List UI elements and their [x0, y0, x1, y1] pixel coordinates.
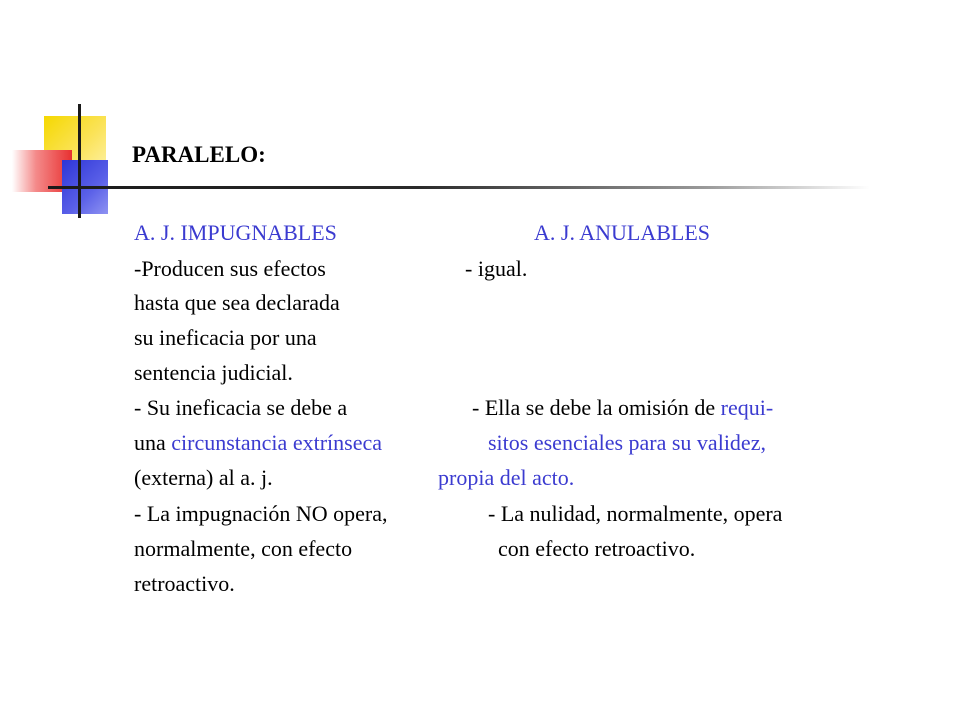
- left-line-6-highlight: circunstancia extrínseca: [171, 430, 382, 455]
- left-line-6: [134, 430, 382, 456]
- right-line-5: [472, 395, 773, 421]
- left-line-10: retroactivo.: [134, 571, 235, 596]
- left-line-4: sentencia judicial.: [134, 360, 293, 385]
- right-column-header: A. J. ANULABLES: [534, 220, 711, 245]
- left-line-6-text: una: [134, 430, 172, 455]
- left-line-2: hasta que sea declarada: [134, 290, 340, 315]
- right-line-6: sitos esenciales para su validez,: [488, 430, 766, 455]
- left-line-9: normalmente, con efecto: [134, 536, 353, 561]
- title-underline: [48, 186, 870, 189]
- left-line-3: su ineficacia por una: [134, 325, 317, 350]
- left-line-5: - Su ineficacia se debe a: [134, 395, 348, 420]
- left-column-header: A. J. IMPUGNABLES: [134, 220, 337, 245]
- decor-vertical-line: [78, 104, 81, 218]
- left-line-7: (externa) al a. j.: [134, 465, 273, 490]
- right-line-7: propia del acto.: [438, 465, 575, 490]
- slide-title: PARALELO:: [132, 142, 266, 167]
- right-line-5-text: - Ella se debe la omisión de: [472, 395, 721, 420]
- left-line-8: - La impugnación NO opera,: [134, 501, 388, 526]
- left-line-1: -Producen sus efectos: [134, 256, 326, 281]
- right-line-5-highlight: requi-: [720, 395, 774, 420]
- right-line-1: - igual.: [465, 256, 528, 281]
- right-line-9: con efecto retroactivo.: [498, 536, 696, 561]
- right-line-8: - La nulidad, normalmente, opera: [488, 501, 783, 526]
